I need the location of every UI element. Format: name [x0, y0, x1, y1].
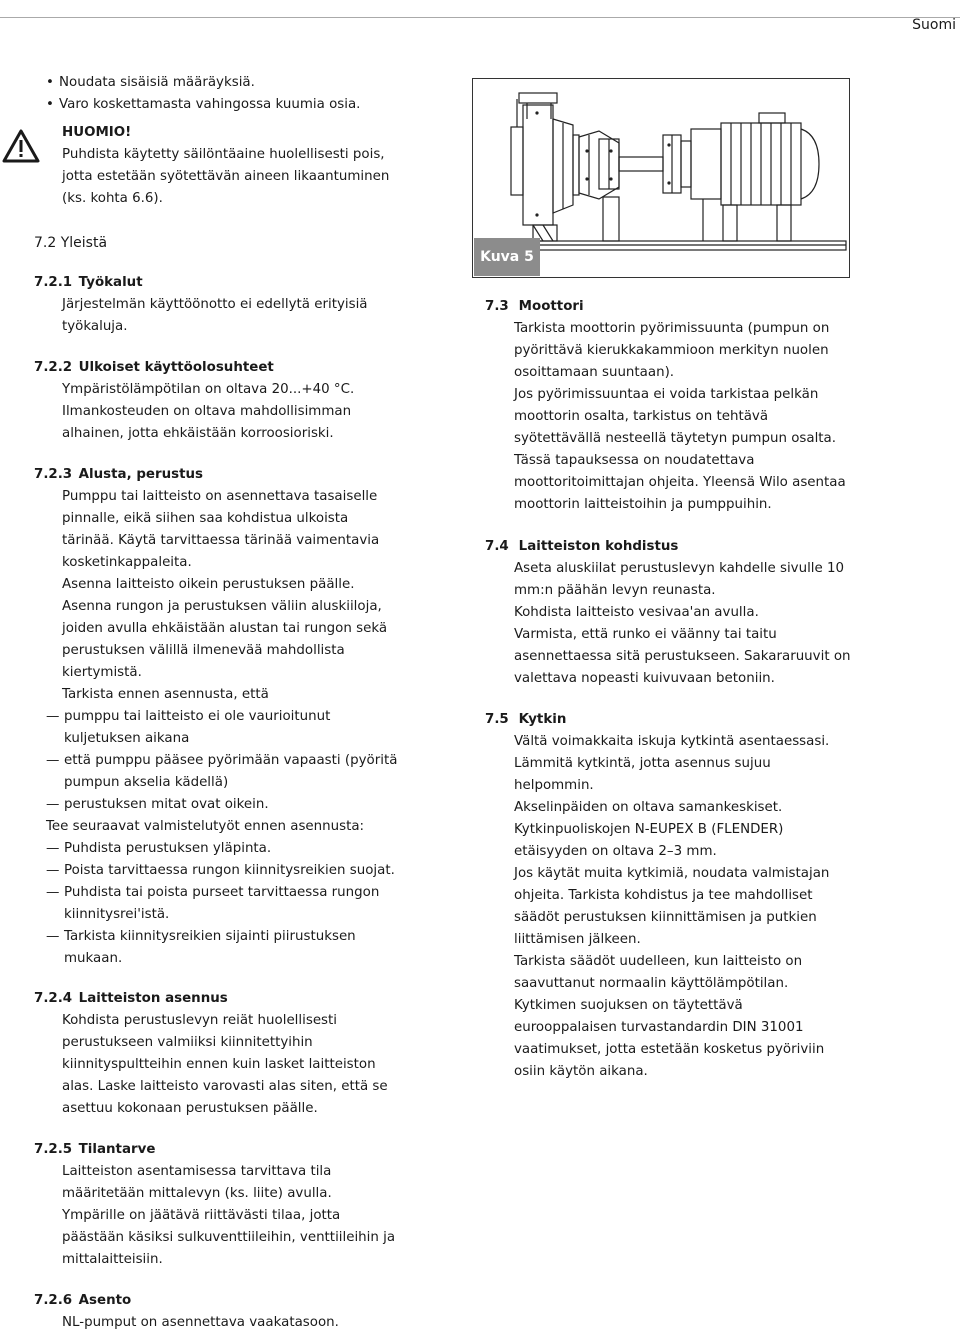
section-title: Työkalut	[78, 275, 143, 290]
bullet-item: • Noudata sisäisiä määräyksiä.	[59, 72, 255, 94]
body-line: perustukseen valmiiksi kiinnitettyihin	[62, 1035, 313, 1050]
body-line: Tarkista moottorin pyörimissuunta (pumpun on	[514, 321, 830, 336]
section-title: Yleistä	[60, 235, 108, 251]
section-title: Moottori	[518, 299, 584, 314]
check-item-cont: kuljetuksen aikana	[64, 731, 190, 746]
body-line: osiin käytön aikana.	[514, 1064, 648, 1079]
section-number: 7.2.5	[34, 1142, 73, 1157]
body-line: Jos käytät muita kytkimiä, noudata valmistajan	[514, 866, 830, 881]
body-line: mittalaitteisiin.	[62, 1252, 163, 1267]
section-number: 7.2.2	[34, 360, 73, 375]
prep-item-cont: kiinnitysrei'istä.	[64, 907, 170, 922]
body-line: syötettävällä nesteellä täytetyn pumpun osalta.	[514, 431, 837, 446]
section-heading-7-2	[34, 232, 107, 254]
body-line: moottorin osalta, tarkistus on tehtävä	[514, 409, 769, 424]
body-line: vaatimukset, jotta estetään kosketus pyöriviin	[514, 1042, 825, 1057]
body-line: Kytkimen suojuksen on täytettävä	[514, 998, 743, 1013]
body-line: työkaluja.	[62, 319, 128, 334]
prep-item: — Tarkista kiinnitysreikien sijainti piirustuksen	[64, 926, 356, 948]
body-line: Ympäristölämpötilan on oltava 20...+40 °C.	[62, 382, 355, 397]
prep-item: — Puhdista tai poista purseet tarvittaessa rungon	[64, 882, 379, 904]
section-heading-7-2-5	[34, 1139, 155, 1161]
warning-icon	[2, 128, 40, 164]
header-rule	[0, 17, 960, 33]
body-line: Ympärille on jäätävä riittävästi tilaa, jotta	[62, 1208, 341, 1223]
section-number: 7.2.3	[34, 467, 73, 482]
section-heading-7-2-4	[34, 988, 228, 1010]
check-item: — että pumppu pääsee pyörimään vapaasti (pyöritä	[64, 750, 397, 772]
section-title: Asento	[78, 1293, 132, 1308]
section-heading-7-4	[485, 536, 678, 558]
body-line: kiertymistä.	[62, 665, 142, 680]
body-line: helpommin.	[514, 778, 594, 793]
section-title: Laitteiston asennus	[78, 991, 228, 1006]
body-line: asettuu kokonaan perustuksen päälle.	[62, 1101, 318, 1116]
body-line: NL-pumput on asennettava vaakatasoon.	[62, 1315, 339, 1330]
body-line: Vältä voimakkaita iskuja kytkintä asentaessasi.	[514, 734, 830, 749]
section-number: 7.4	[485, 539, 509, 554]
section-number: 7.5	[485, 712, 509, 727]
section-heading-7-2-6	[34, 1290, 131, 1312]
bullet-item: • Varo koskettamasta vahingossa kuumia osia.	[59, 94, 360, 116]
check-item: — pumppu tai laitteisto ei ole vaurioitunut	[64, 706, 330, 728]
body-line: Aseta aluskiilat perustuslevyn kahdelle sivulle 10	[514, 561, 845, 576]
body-line: etäisyyden on oltava 2–3 mm.	[514, 844, 717, 859]
section-heading-7-3	[485, 296, 584, 318]
body-line: alhainen, jotta ehkäistään korroosioriski.	[62, 426, 334, 441]
section-heading-7-2-1	[34, 272, 143, 294]
figure-caption: Kuva 5	[474, 238, 540, 276]
body-line: valettava nopeasti kuivuvaan betoniin.	[514, 671, 775, 686]
body-line: osoittamaan suuntaan).	[514, 365, 675, 380]
warning-text: jotta estetään syötettävän aineen likaantuminen	[62, 169, 390, 184]
section-title: Kytkin	[518, 712, 567, 727]
warning-text: (ks. kohta 6.6).	[62, 191, 163, 206]
body-line: Jos pyörimissuuntaa ei voida tarkistaa pelkän	[514, 387, 819, 402]
body-line: Kytkinpuoliskojen N-EUPEX B (FLENDER)	[514, 822, 784, 837]
body-line: Pumppu tai laitteisto on asennettava tasaiselle	[62, 489, 378, 504]
section-number: 7.3	[485, 299, 509, 314]
section-number: 7.2.1	[34, 275, 73, 290]
body-line: pyörittävä kierukkakammioon merkityn nuolen	[514, 343, 829, 358]
body-line: Asenna laitteisto oikein perustuksen päälle.	[62, 577, 355, 592]
body-line: kosketinkappaleita.	[62, 555, 192, 570]
body-line: tärinää. Käytä tarvittaessa tärinää vaimentavia	[62, 533, 380, 548]
body-line: saavuttanut normaalin käyttölämpötilan.	[514, 976, 789, 991]
body-line: joiden avulla ehkäistään alustan tai rungon sekä	[62, 621, 388, 636]
body-line: Laitteiston asentamisessa tarvittava tila	[62, 1164, 332, 1179]
body-line: Lämmitä kytkintä, jotta asennus sujuu	[514, 756, 771, 771]
check-item: — perustuksen mitat ovat oikein.	[64, 794, 269, 816]
prep-item: — Puhdista perustuksen yläpinta.	[64, 838, 271, 860]
body-line: Kohdista perustuslevyn reiät huolellisesti	[62, 1013, 338, 1028]
prep-item: — Poista tarvittaessa rungon kiinnitysreikien suojat.	[64, 860, 395, 882]
body-line: asennettaessa sitä perustukseen. Sakararuuvit on	[514, 649, 851, 664]
body-line: Järjestelmän käyttöönotto ei edellytä erityisiä	[62, 297, 368, 312]
body-line: ohjeita. Tarkista kohdistus ja tee mahdolliset	[514, 888, 813, 903]
body-line: Ilmankosteuden on oltava mahdollisimman	[62, 404, 352, 419]
body-line: alas. Laske laitteisto varovasti alas siten, että se	[62, 1079, 388, 1094]
body-line: mm:n päähän levyn reunasta.	[514, 583, 716, 598]
section-number: 7.2.6	[34, 1293, 73, 1308]
body-line: Akselinpäiden on oltava samankeskiset.	[514, 800, 783, 815]
body-line: pinnalle, eikä siihen saa kohdistua ulkoista	[62, 511, 349, 526]
body-line: moottorin laitteistoihin ja pumppuihin.	[514, 497, 772, 512]
language-label: Suomi	[912, 17, 956, 33]
body-line: Kohdista laitteisto vesivaa'an avulla.	[514, 605, 759, 620]
section-heading-7-2-3	[34, 464, 203, 486]
warning-title: HUOMIO!	[62, 125, 132, 140]
section-number: 7.2.4	[34, 991, 73, 1006]
check-item-cont: pumpun akselia kädellä)	[64, 775, 229, 790]
body-line: Varmista, että runko ei väänny tai taitu	[514, 627, 777, 642]
body-line: Tarkista ennen asennusta, että	[62, 687, 269, 702]
section-title: Tilantarve	[78, 1142, 156, 1157]
body-line: kiinnityspultteihin ennen kuin lasket laitteiston	[62, 1057, 376, 1072]
section-title: Laitteiston kohdistus	[518, 539, 679, 554]
body-line: liittämisen jälkeen.	[514, 932, 641, 947]
body-line: Asenna rungon ja perustuksen väliin aluskiiloja,	[62, 599, 382, 614]
body-line: säädöt perustuksen kiinnittämisen ja putkien	[514, 910, 817, 925]
body-line: Tässä tapauksessa on noudatettava	[514, 453, 755, 468]
section-title: Alusta, perustus	[78, 467, 203, 482]
section-title: Ulkoiset käyttöolosuhteet	[78, 360, 274, 375]
section-number: 7.2	[34, 235, 57, 251]
body-line: päästään käsiksi sulkuventtiileihin, venttiileihin ja	[62, 1230, 396, 1245]
section-heading-7-5	[485, 709, 566, 731]
warning-text: Puhdista käytetty säilöntäaine huolellisesti pois,	[62, 147, 385, 162]
section-heading-7-2-2	[34, 357, 274, 379]
prep-intro: Tee seuraavat valmistelutyöt ennen asennusta:	[46, 819, 365, 834]
body-line: määritetään mittalevyn (ks. liite) avulla.	[62, 1186, 332, 1201]
body-line: eurooppalaisen turvastandardin DIN 31001	[514, 1020, 804, 1035]
body-line: perustuksen välillä ilmenevää mahdollista	[62, 643, 345, 658]
body-line: moottoritoimittajan ohjeita. Yleensä Wilo asentaa	[514, 475, 846, 490]
prep-item-cont: mukaan.	[64, 951, 123, 966]
body-line: Tarkista säädöt uudelleen, kun laitteisto on	[514, 954, 803, 969]
